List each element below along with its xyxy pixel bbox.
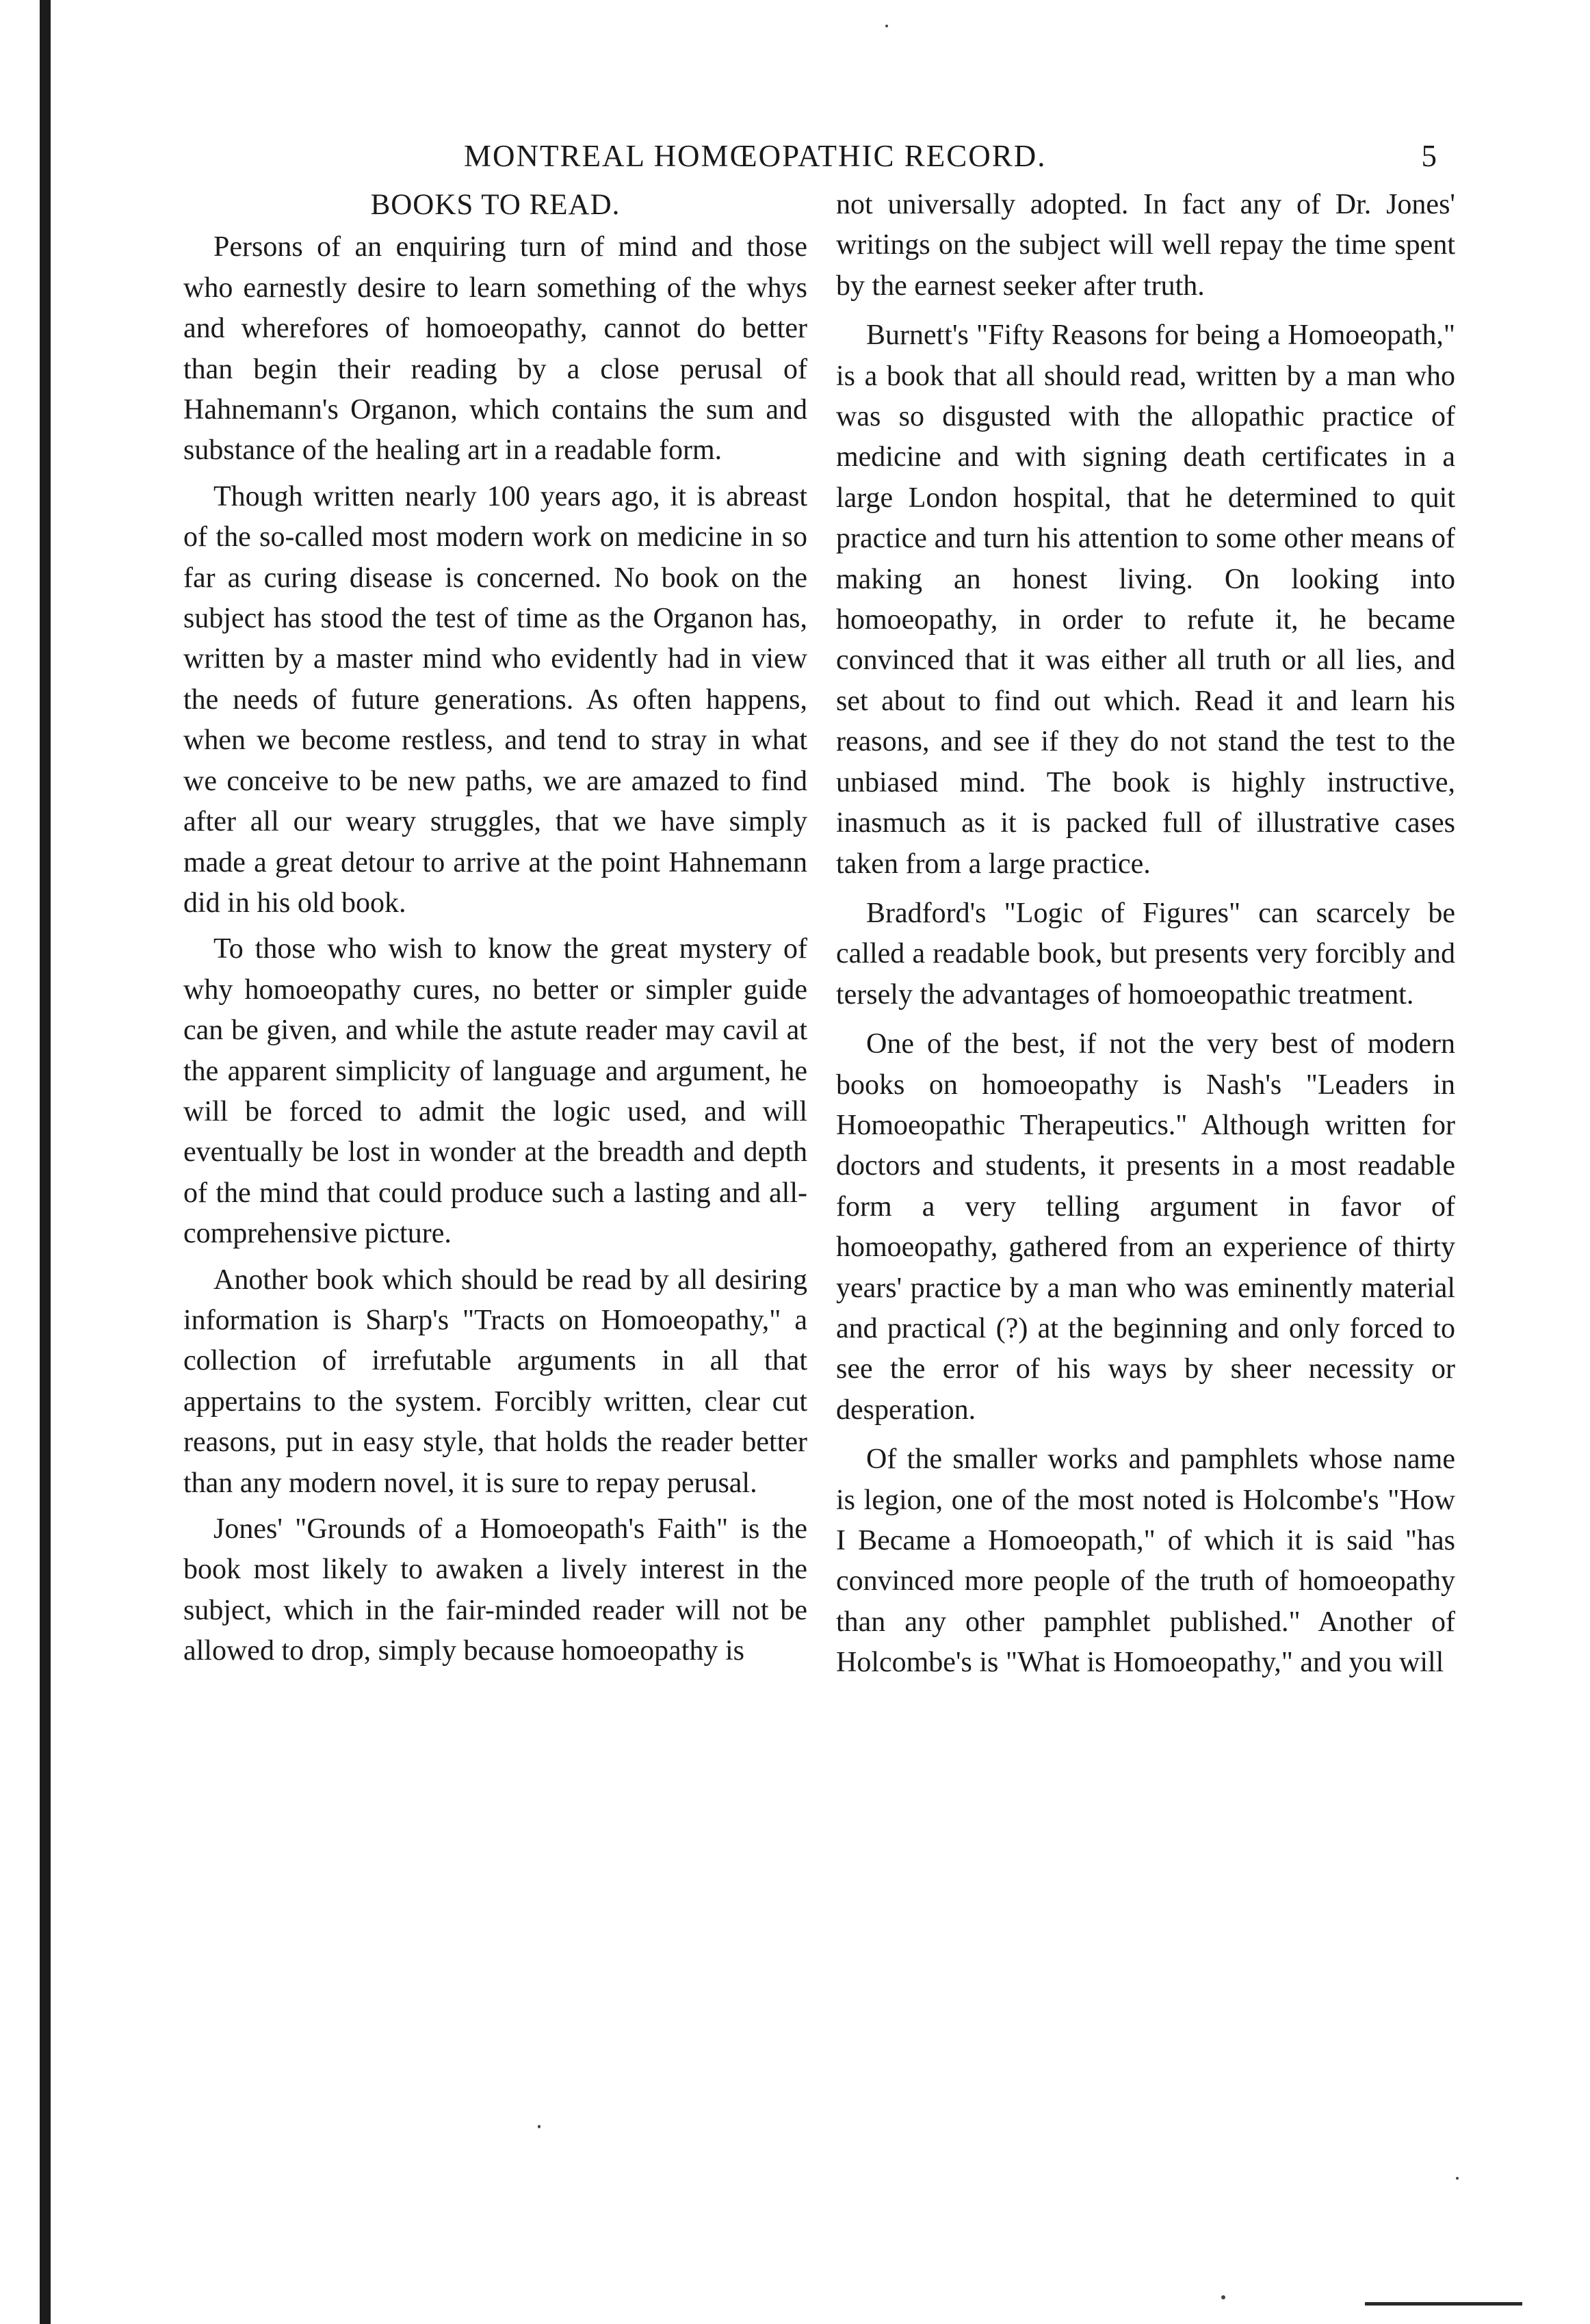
- paragraph-jones-continued: not universally adopted. In fact any of Dr. Jones' writings on the subject will well repay the time spent by the earnest seeker after truth.: [836, 189, 1455, 302]
- page-header: [185, 138, 1437, 186]
- paragraph-organon-modern: Though written nearly 100 years ago, it is abreast of the so-called most modern work on medicine in so far as curing disease is concerned. No book on the subject has stood the test of time as the Organon has, written by a master mind who evidently had in view the needs of future generations. As often happens, when we become restless, and tend to stray in what we conceive to be new paths, we are amazed to find after all our weary struggles, that we have simply made a great detour to arrive at the point Hahnemann did in his old book.: [183, 480, 807, 919]
- ink-speck: [1456, 2177, 1459, 2180]
- paragraph-nash: One of the best, if not the very best of modern books on homoeopathy is Nash's "Leaders in Homoeopathic Therapeutics." Although written for doctors and students, it presents in a most readable form a very telling argument in favor of homoeopathy, gathered from an experience of thirty years' practice by a man who was eminently material and practical (?) at the beginning and only forced to see the error of his ways by sheer necessity or desperation.: [836, 1028, 1455, 1426]
- page-number: 5: [1421, 139, 1437, 173]
- journal-title: MONTREAL HOMŒOPATHIC RECORD.: [464, 139, 1047, 173]
- paragraph-sharp-tracts: Another book which should be read by all desiring information is Sharp's "Tracts on Homoeopathy," a collection of irrefutable arguments in all that appertains to the system. Forcibly written, clear cut reasons, put in easy style, that holds the reader better than any modern novel, it is sure to repay perusal.: [183, 1264, 807, 1499]
- page-binding-edge: [40, 0, 51, 2324]
- right-column: [836, 185, 1455, 1693]
- ink-speck: [538, 2125, 540, 2128]
- footer-rule: [1365, 2302, 1522, 2306]
- paragraph-jones-faith: Jones' "Grounds of a Homoeopath's Faith" is the book most likely to awaken a lively interest in the subject, which in the fair-minded reader will not be allowed to drop, simply because homoeopathy is: [183, 1513, 807, 1667]
- paragraph-bradford: Bradford's "Logic of Figures" can scarcely be called a readable book, but presents very forcibly and tersely the advantages of homoeopathic treatment.: [836, 897, 1455, 1010]
- article-title: BOOKS TO READ.: [370, 189, 621, 221]
- paragraph-organon-intro: Persons of an enquiring turn of mind and those who earnestly desire to learn something of the whys and wherefores of homoeopathy, cannot do better than begin their reading by a close perusal of Hahnemann's Organon, which contains the sum and substance of the healing art in a readable form.: [183, 231, 807, 467]
- left-column: [183, 185, 807, 1677]
- paragraph-why-cures: To those who wish to know the great mystery of why homoeopathy cures, no better or simpler guide can be given, and while the astute reader may cavil at the apparent simplicity of language and argument, he will be forced to admit the logic used, and will eventually be lost in wonder at the breadth and depth of the mind that could produce such a lasting and all-comprehensive picture.: [183, 933, 807, 1250]
- ink-speck: [1221, 2295, 1225, 2299]
- ink-speck: [885, 25, 888, 27]
- paragraph-burnett: Burnett's "Fifty Reasons for being a Homoeopath," is a book that all should read, written by a man who was so disgusted with the allopathic practice of medicine and with signing death certificates in a large London hospital, that he determined to quit practice and turn his attention to some other means of making an honest living. On looking into homoeopathy, in order to refute it, he became convinced that it was either all truth or all lies, and set about to find out which. Read it and learn his reasons, and see if they do not stand the test to the unbiased mind. The book is highly instructive, inasmuch as it is packed full of illustrative cases taken from a large practice.: [836, 319, 1455, 880]
- paragraph-holcombe: Of the smaller works and pamphlets whose name is legion, one of the most noted is Holcombe's "How I Became a Homoeopath," of which it is said "has convinced more people of the truth of homoeopathy than any other pamphlet published." Another of Holcombe's is "What is Homoeopathy," and you will: [836, 1444, 1455, 1679]
